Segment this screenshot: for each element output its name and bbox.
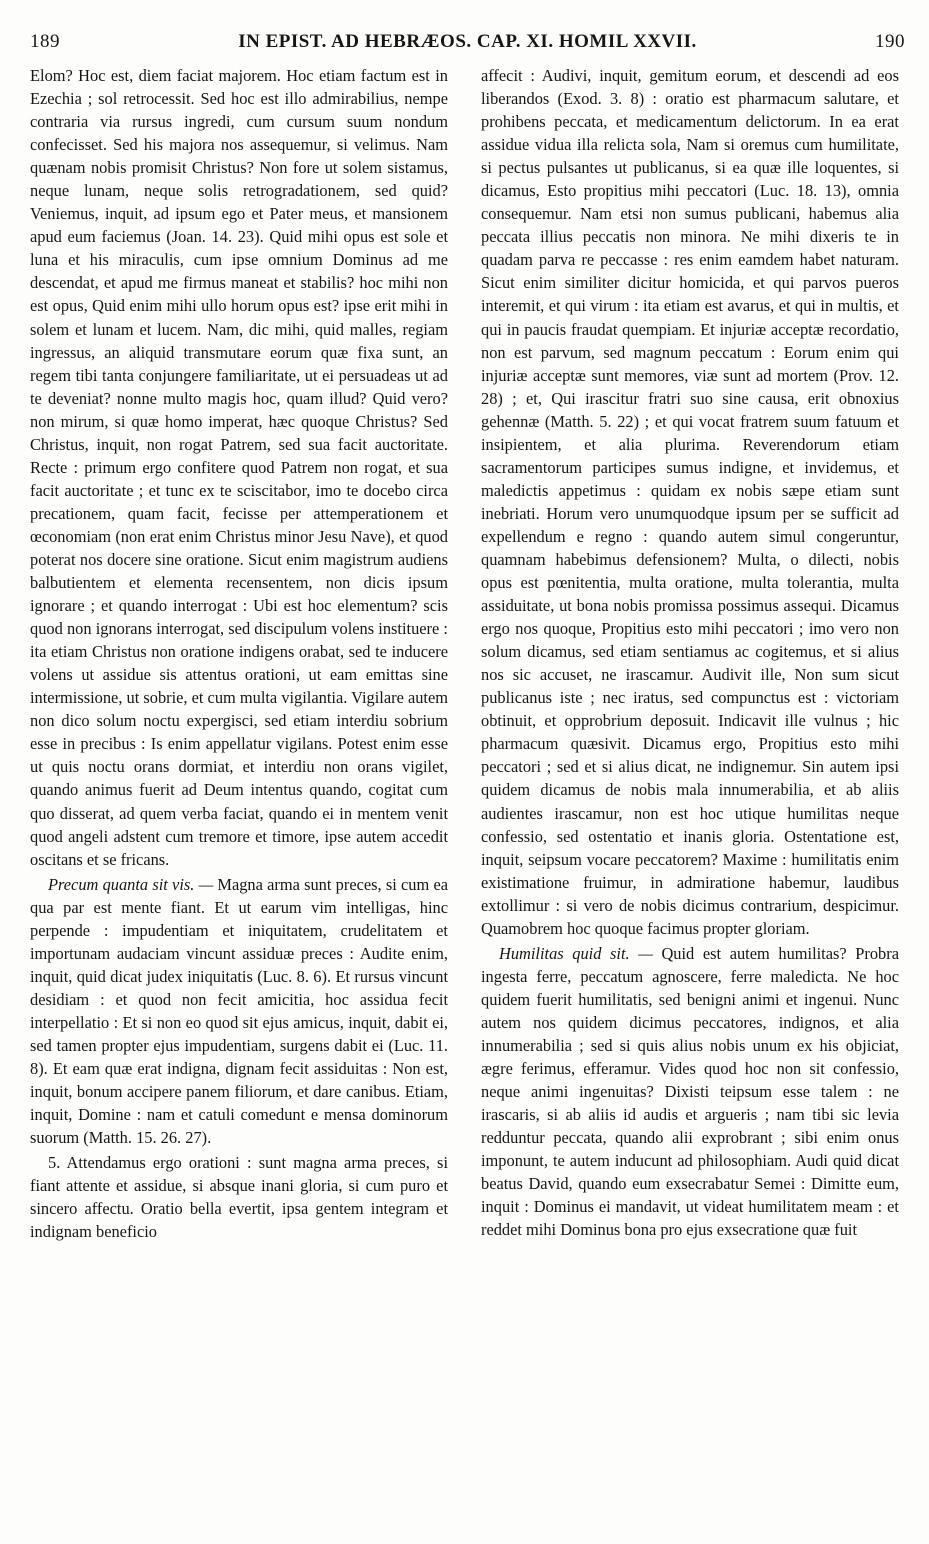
running-title: IN EPIST. AD HEBRÆOS. CAP. XI. HOMIL XXVII. — [238, 31, 697, 52]
right-column — [481, 64, 899, 1526]
paragraph: affecit : Audivi, inquit, gemitum eorum, et descendi ad eos liberandos (Exod. 3. 8) : oratio est pharmacum salutare, et prohibens peccata, et medicamentum delictorum. In ea erat assidue vidua illa relicta sola, Nam si oremus cum humilitate, si pectus pulsantes ut publicanus, si ea quæ ille loquentes, si dicamus, Esto propitius mihi peccatori (Luc. 18. 13), omnia consequemur. Nam etsi non sumus publicani, habemus alia peccata illius peccatis non minora. Ne mihi dixeris te in quadam parva re peccasse : res enim eamdem habet naturam. Sicut enim similiter dicitur homicida, et qui parvos pueros interemit, et qui virum : ita etiam est avarus, et qui in multis, et qui in paucis fraudat quempiam. Et injuriæ acceptæ recordatio, non est parvum, sed magnum peccatum : Eorum enim qui injuriæ acceptæ sunt memores, viæ sunt ad mortem (Prov. 12. 28) ; et, Qui irascitur fratri suo sine causa, erit obnoxius gehennæ (Matth. 5. 22) ; et qui vocat fratrem suum fatuum et insipientem, et alia plurima. Reverendorum etiam sacramentorum participes sumus indigne, et invidemus, et maledictis appetimus : quidam ex nobis sæpe etiam sunt inebriati. Horum vero unumquodque ipsum per se sufficit ad expellendum e regno : quando autem simul congeruntur, quamnam habebimus defensionem? Multa, o dilecti, nobis opus est pœnitentia, multa oratione, multa tolerantia, multa assiduitate, ut bona nobis promissa possimus assequi. Dicamus ergo nos quoque, Propitius esto mihi peccatori ; imo vero non solum dicamus, sed etiam sentiamus ac cogitemus, et si alius nos sic accuset, ne irascamur. Audivit ille, Non sum sicut publicanus iste ; nec iratus, sed compunctus est : victoriam obtinuit, et opprobrium deposuit. Indicavit ille vulnus ; hic pharmacum quæsivit. Dicamus ergo, Propitius esto mihi peccatori ; sed et si alius dicat, ne indignemur. Sin autem ipsi quidem dicamus de nobis mala innumerabilia, et ab aliis audientes irascamur, non est hoc utique humilitas neque confessio, sed ostentatio et inanis gloria. Ostentatione est, inquit, seipsum vocare peccatorem? Maxime : humilitatis enim existimatione fruimur, in admiratione habemur, laudibus extollimur : si vero de nobis dicimus contrarium, despicimur. Quamobrem hoc quoque facimus propter gloriam. — [481, 66, 899, 938]
section-heading: Humilitas quid sit. — — [499, 943, 662, 963]
paragraph: Humilitas quid sit. — Quid est autem humilitas? Probra ingesta ferre, peccatum agnoscere, ferre maledicta. Ne hoc quidem fuerit humilitatis, sed benigni animi et ingenui. Nunc autem nos quidem dicimus peccatores, indignos, et alia innumerabilia ; sed si quis alius nobis unum ex his objiciat, ægre ferimus, efferamur. Vides quod hoc non sit confessio, neque animi ingenuitas? Dixisti teipsum esse talem : ne irascaris, si ab aliis id audis et argueris ; nam tibi sic levia redduntur peccata, quando alii exprobrant ; sibi enim onus imponunt, te autem inducunt ad philosophiam. Audi quid dicat beatus David, quando eum exsecrabatur Semei : Dimitte eum, inquit : Dominus ei mandavit, ut videat humilitatem meam : et reddet mihi Dominus bona pro ejus exsecratione quæ fuit — [481, 943, 899, 1240]
left-column — [30, 64, 448, 1526]
running-header — [30, 28, 905, 56]
section-heading: Precum quanta sit vis. — — [48, 874, 218, 894]
page-number-left: 189 — [30, 31, 60, 52]
paragraph: Precum quanta sit vis. — Magna arma sunt preces, si cum ea qua par est mente fiant. Et ut earum vim intelligas, hinc perpende : impudentiam et iniquitatem, crudelitatem et importunam audaciam vincunt assiduæ preces : Audite enim, inquit, quid dicat judex iniquitatis (Luc. 8. 6). Et rursus vincunt desidiam : et quod non fecit amicitia, hoc assidua fecit interpellatio : Et si non eo quod sit ejus amicus, inquit, dabit ei, sed tamen propter ejus impudentiam, surgens dabit ei (Luc. 11. 8). Et eam quæ erat indigna, dignam fecit assiduitas : Non est, inquit, bonum accipere panem filiorum, et dare canibus. Etiam, inquit, Domine : nam et catuli comedunt e mensa dominorum suorum (Matth. 15. 26. 27). — [30, 874, 448, 1148]
paragraph: Elom? Hoc est, diem faciat majorem. Hoc etiam factum est in Ezechia ; sol retrocessit. Sed hoc est illo admirabilius, nempe contraria via rursus ingredi, cum cursum suum nondum confecisset. Sed his majora nos assequemur, si velimus. Nam quænam nobis promisit Christus? Non fore ut solem sistamus, neque lunam, neque solis retrogradationem, sed quid? Veniemus, inquit, ad ipsum ego et Pater meus, et mansionem apud eum faciemus (Joan. 14. 23). Quid mihi opus est sole et luna et his miraculis, cum ipse omnium Dominus ad me descendat, et apud me firmus maneat et stabilis? hoc mihi non est opus, Quid enim mihi ullo horum opus est? ipse erit mihi in solem et lunam et lucem. Nam, dic mihi, quid malles, regiam ingressus, an aliquid transmutare eorum quæ fixa sunt, an regem tibi tanta conjungere familiaritate, ut ei persuadeas ut ad te deveniat? nonne multo magis hoc, quam illud? Quid vero? non mirum, si quæ homo imperat, hæc quoque Christus? Sed Christus, inquit, non rogat Patrem, sed sua facit auctoritate. Recte : primum ergo confitere quod Patrem non rogat, et sua facit auctoritate ; et tunc ex te sciscitabor, imo te docebo circa precationem, quam facit, fecisse per attemperationem et œconomiam (non erat enim Christus minor Jesu Nave), et quod poterat nos docere sine oratione. Sicut enim magistrum audiens balbutientem et elementa recensentem, non dicis ipsum ignorare ; et quando interrogat : Ubi est hoc elementum? scis quod non ignorans interrogat, sed discipulum volens instituere : ita etiam Christus non oratione indigens orabat, sed te inducere volens ut assidue sis attentus orationi, ut eam emittas sine intermissione, ut sobrie, et cum multa vigilantia. Vigilare autem non dico solum noctu expergisci, sed etiam interdiu sobrium esse in precibus : Is enim appellatur vigilans. Potest enim esse ut quis noctu orans dormiat, et interdiu non orans vigilet, quando animus fuerit ad Deum intentus quando, cogitat cum quo disserat, ad quem verba faciat, quando ei in mentem venit quod angeli adstent cum tremore et timore, ipse autem accedit oscitans et se fricans. — [30, 66, 448, 869]
paragraph: 5. Attendamus ergo orationi : sunt magna arma preces, si fiant attente et assidue, si absque inani gloria, si cum puro et sincero affectu. Oratio bella evertit, ipsa gentem integram et indignam beneficio — [30, 1153, 448, 1242]
page-number-right: 190 — [875, 31, 905, 52]
